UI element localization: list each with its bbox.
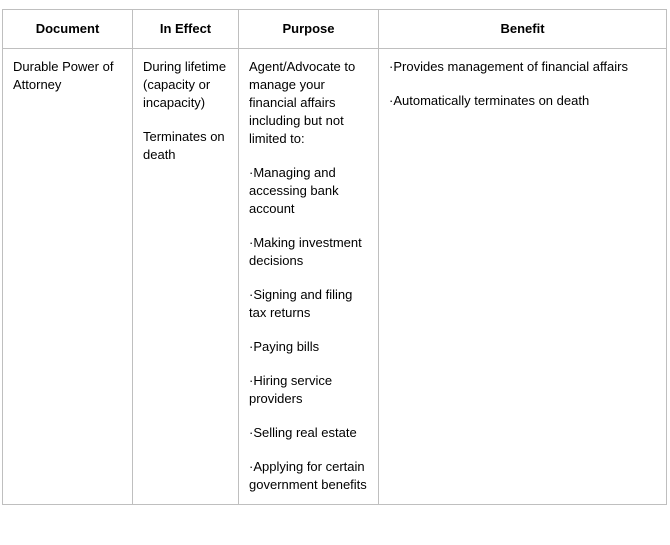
header-document: Document: [3, 10, 133, 49]
cell-purpose: [239, 49, 379, 505]
benefit-item: · Automatically terminates on death: [389, 92, 658, 110]
purpose-item: · Applying for certain government benefits: [249, 458, 370, 494]
purpose-intro: Agent/Advocate to manage your financial affairs including but not limited to:: [249, 59, 356, 146]
header-purpose: Purpose: [239, 10, 379, 49]
header-in-effect: In Effect: [133, 10, 239, 49]
header-benefit: Benefit: [379, 10, 667, 49]
table-header-row: [3, 10, 667, 49]
benefit-item: · Provides management of financial affairs: [389, 58, 658, 76]
table-row: [3, 49, 667, 505]
purpose-item: · Hiring service providers: [249, 372, 370, 408]
purpose-item: · Paying bills: [249, 338, 370, 356]
in-effect-termination: Terminates on death: [143, 129, 225, 162]
purpose-item: · Signing and filing tax returns: [249, 286, 370, 322]
purpose-item: · Managing and accessing bank account: [249, 164, 370, 218]
document-name: Durable Power of Attorney: [13, 59, 114, 92]
cell-in-effect: [133, 49, 239, 505]
purpose-item: · Making investment decisions: [249, 234, 370, 270]
document-comparison-table: [2, 9, 667, 505]
cell-benefit: [379, 49, 667, 505]
in-effect-duration: During lifetime (capacity or incapacity): [143, 59, 227, 110]
cell-document: [3, 49, 133, 505]
purpose-item: · Selling real estate: [249, 424, 370, 442]
